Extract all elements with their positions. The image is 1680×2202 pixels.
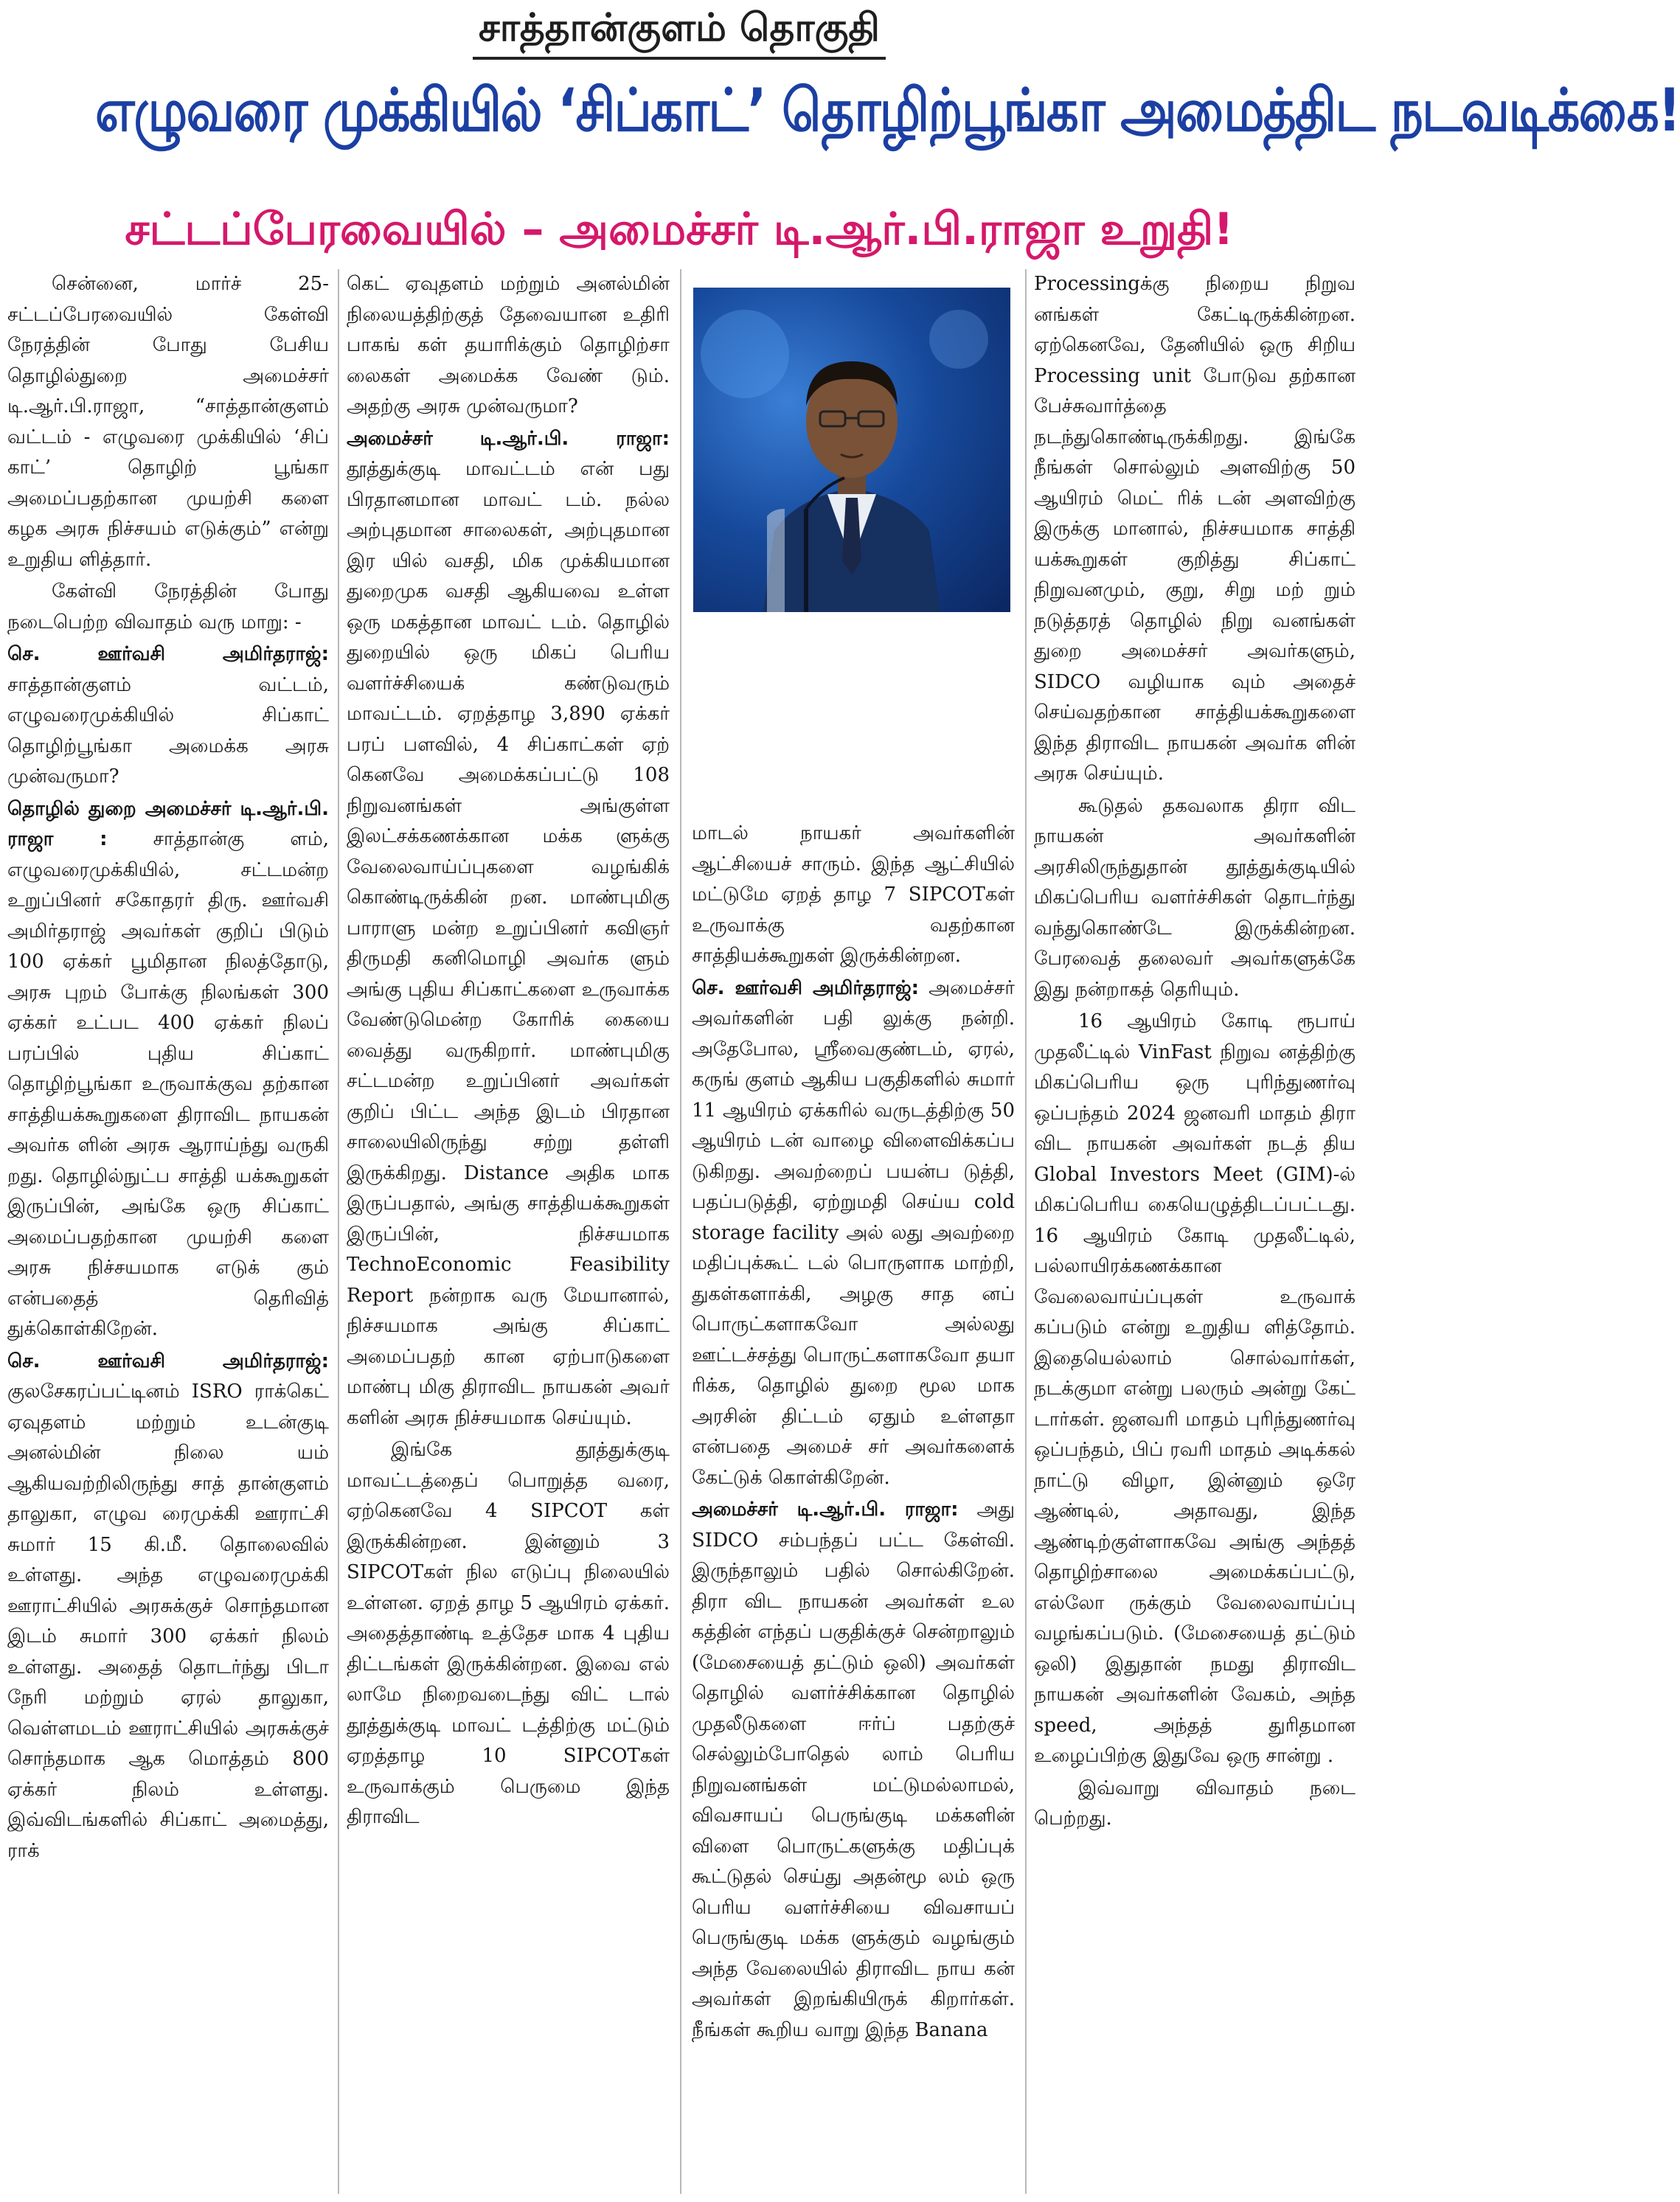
paragraph: Processingக்கு நிறைய நிறுவ னங்கள் கேட்டிருக்கின்றன. ஏற்கெனவே, தேனியில் ஒரு சிறிய Processing unit போடுவ தற்கான பேச்சுவார்த்தை நடந்துகொண்டிருக்கிறது. இங்கே நீங்கள் சொல்லும் அளவிற்கு 50 ஆயிரம் மெட் ரிக் டன் அளவிற்கு இருக்கு மானால், நிச்சயமாக சாத்தி யக்கூறுகள் குறித்து சிப்காட் நிறுவனமும், குறு, சிறு மற் றும் நடுத்தரத் தொழில் நிறு வனங்கள் துறை அமைச்சர் அவர்களும், SIDCO வழியாக வும் அதைச் செய்வதற்கான சாத்தியக்கூறுகளை இந்த திராவிட நாயகன் அவர்க ளின் அரசு செய்யும். [1034, 273, 1356, 785]
microphone-stand [804, 509, 808, 612]
paragraph: கூடுதல் தகவலாக திரா விட நாயகன் அவர்களின் அரசிலிருந்துதான் தூத்துக்குடியில் மிகப்பெரிய வளர்ச்சிகள் தொடர்ந்து வந்துகொண்டே இருக்கின்றன. பேரவைத் தலைவர் அவர்களுக்கே இது நன்றாகத் தெரியும். [1034, 794, 1356, 1001]
paragraph: சென்னை, மார்ச் 25- சட்டப்பேரவையில் கேள்வி நேரத்தின் போது பேசிய தொழில்துறை அமைச்சர் டி.ஆர்.பி.ராஜா, “சாத்தான்குளம் வட்டம் - எழுவரை முக்கியில் ‘சிப் காட்’ தொழிற் பூங்கா அமைப்பதற்கான முயற்சி களை கழக அரசு நிச்சயம் எடுக்கும்” என்று உறுதிய ளித்தார். [7, 273, 329, 571]
stage-light [701, 310, 789, 398]
paragraph [7, 639, 329, 793]
paragraph: இங்கே தூத்துக்குடி மாவட்டத்தைப் பொறுத்த வரை, ஏற்கெனவே 4 SIPCOT கள் இருக்கின்றன. இன்னும் 3 SIPCOTகள் நில எடுப்பு நிலையில் உள்ளன. ஏறத் தாழ 5 ஆயிரம் ஏக்கர். அதைத்தாண்டி உத்தேச மாக 4 புதிய திட்டங்கள் இருக்கின்றன. இவை எல் லாமே நிறைவடைந்து விட் டால் தூத்துக்குடி மாவட் டத்திற்கு மட்டும் ஏறத்தாழ 10 SIPCOTகள் உருவாக்கும் பெருமை இந்த திராவிட [347, 1439, 670, 1828]
stage-light [929, 310, 988, 369]
article-column-2 [347, 269, 670, 2194]
article-column-4 [1034, 269, 1356, 2194]
headline: எழுவரை முக்கியில் ‘சிப்காட்’ தொழிற்பூங்கா அமைத்திட நடவடிக்கை! [94, 76, 1680, 145]
article-column-1 [7, 269, 329, 2194]
column-rule [680, 269, 681, 2194]
article-column-3 [692, 819, 1015, 2194]
speaker-label: தொழில் துறை அமைச்சர் டி.ஆர்.பி. ராஜா : [7, 797, 329, 850]
speaker-label: அமைச்சர் டி.ஆர்.பி. ராஜா: [347, 427, 670, 450]
minister-photo [693, 288, 1010, 612]
speech-text: தூத்துக்குடி மாவட்டம் என் பது பிரதானமான மாவட் டம். நல்ல அற்புதமான சாலைகள், அற்புதமான இர யில் வசதி, மிக முக்கியமான துறைமுக வசதி ஆகியவை உள்ள ஒரு மகத்தான மாவட் டம். தொழில் துறையில் ஒரு மிகப் பெரிய வளர்ச்சியைக் கண்டுவரும் மாவட்டம். ஏறத்தாழ 3,890 ஏக்கர் பரப் பளவில், 4 சிப்காட்கள் ஏற் கெனவே அமைக்கப்பட்டு 108 நிறுவனங்கள் அங்குள்ள இலட்சக்கணக்கான மக்க ளுக்கு வேலைவாய்ப்புகளை வழங்கிக் கொண்டிருக்கின் றன. மாண்புமிகு பாராளு மன்ற உறுப்பினர் கவிஞர் திருமதி கனிமொழி அவர்க ளும் அங்கு புதிய சிப்காட்களை உருவாக்க வேண்டுமென்ற கோரிக் கையை வைத்து வருகிறார். மாண்புமிகு சட்டமன்ற உறுப்பினர் அவர்கள் குறிப் பிட்ட அந்த இடம் பிரதான சாலையிலிருந்து சற்று தள்ளி இருக்கிறது. Distance அதிக மாக இருப்பதால், அங்கு சாத்தியக்கூறுகள் இருப்பின், நிச்சயமாக TechnoEconomic Feasibility Report நன்றாக வரு மேயானால், நிச்சயமாக அங்கு சிப்காட் அமைப்பதற் கான ஏற்பாடுகளை மாண்பு மிகு திராவிட நாயகன் அவர் களின் அரசு நிச்சயமாக செய்யும். [347, 458, 670, 1429]
paragraph: மாடல் நாயகர் அவர்களின் ஆட்சியைச் சாரும். இந்த ஆட்சியில் மட்டுமே ஏறத் தாழ 7 SIPCOTகள் உருவாக்கு வதற்கான சாத்தியக்கூறுகள் இருக்கின்றன. [692, 822, 1015, 967]
paragraph: 16 ஆயிரம் கோடி ரூபாய் முதலீட்டில் VinFast நிறுவ னத்திற்கு மிகப்பெரிய ஒரு புரிந்துணர்வு ஒப்பந்தம் 2024 ஜனவரி மாதம் திரா விட நாயகன் அவர்கள் நடத் திய Global Investors Meet (GIM)-ல் மிகப்பெரிய கையெழுத்திடப்பட்டது. 16 ஆயிரம் கோடி முதலீட்டில், பல்லாயிரக்கணக்கான வேலைவாய்ப்புகள் உருவாக் கப்படும் என்று உறுதிய ளித்தோம். இதையெல்லாம் சொல்வார்கள், நடக்குமா என்று பலரும் அன்று கேட் டார்கள். ஜனவரி மாதம் புரிந்துணர்வு ஒப்பந்தம், பிப் ரவரி மாதம் அடிக்கல் நாட்டு விழா, இன்னும் ஒரே ஆண்டில், அதாவது, இந்த ஆண்டிற்குள்ளாகவே அங்கு அந்தத் தொழிற்சாலை அமைக்கப்பட்டு, எல்லோ ருக்கும் வேலைவாய்ப்பு வழங்கப்படும். (மேசையைத் தட்டும் ஒலி) இதுதான் நமது திராவிட நாயகன் அவர்களின் வேகம், அந்த speed, அந்தத் துரிதமான உழைப்பிற்கு இதுவே ஒரு சான்று . [1034, 1010, 1356, 1767]
speech-text: குலசேகரப்பட்டினம் ISRO ராக்கெட் ஏவுதளம் மற்றும் உடன்குடி அனல்மின் நிலை யம் ஆகியவற்றிலிருந்து சாத் தான்குளம் தாலுகா, எழுவ ரைமுக்கி ஊராட்சி சுமார் 15 கி.மீ. தொலைவில் உள்ளது. அந்த எழுவரைமுக்கி ஊராட்சியில் அரசுக்குச் சொந்தமான இடம் சுமார் 300 ஏக்கர் நிலம் உள்ளது. அதைத் தொடர்ந்து பிடா நேரி மற்றும் ஏரல் தாலுகா, வெள்ளமடம் ஊராட்சியில் அரசுக்குச் சொந்தமாக ஆக மொத்தம் 800 ஏக்கர் நிலம் உள்ளது. இவ்விடங்களில் சிப்காட் அமைத்து, ராக் [7, 1380, 329, 1862]
speech-text: சாத்தான்குளம் வட்டம், எழுவரைமுக்கியில் சிப்காட் தொழிற்பூங்கா அமைக்க அரசு முன்வருமா? [7, 673, 329, 788]
paragraph [347, 424, 670, 1434]
speech-text: அமைச்சர் அவர்களின் பதி லுக்கு நன்றி. அதேபோல, ஸ்ரீவைகுண்டம், ஏரல், கருங் குளம் ஆகிய பகுதிகளில் சுமார் 11 ஆயிரம் ஏக்கரில் வருடத்திற்கு 50 ஆயிரம் டன் வாழை விளைவிக்கப்ப டுகிறது. அவற்றைப் பயன்ப டுத்தி, பதப்படுத்தி, ஏற்றுமதி செய்ய cold storage facility அல் லது அவற்றை மதிப்புக்கூட் டல் பொருளாக மாற்றி, துகள்களாக்கி, அழகு சாத னப் பொருட்களாகவோ அல்லது ஊட்டச்சத்து பொருட்களாகவோ தயா ரிக்க, தொழில் துறை மூல மாக அரசின் திட்டம் ஏதும் உள்ளதா என்பதை அமைச் சர் அவர்களைக் கேட்டுக் கொள்கிறேன். [692, 976, 1016, 1489]
subheadline: சட்டப்பேரவையில் – அமைச்சர் டி.ஆர்.பி.ராஜா உறுதி! [125, 204, 1234, 255]
paragraph [692, 973, 1015, 1494]
paragraph: கேள்வி நேரத்தின் போது நடைபெற்ற விவாதம் வரு மாறு: - [7, 580, 329, 633]
column-rule [1025, 269, 1027, 2194]
speech-text: அது SIDCO சம்பந்தப் பட்ட கேள்வி. இருந்தாலும் பதில் சொல்கிறேன். திரா விட நாயகன் அவர்கள் உல கத்தின் எந்தப் பகுதிக்குச் சென்றாலும் (மேசையைத் தட்டும் ஒலி) அவர்கள் தொழில் வளர்ச்சிக்கான தொழில் முதலீடுகளை ஈர்ப் பதற்குச் செல்லும்போதெல் லாம் பெரிய நிறுவனங்கள் மட்டுமல்லாமல், விவசாயப் பெருங்குடி மக்களின் விளை பொருட்களுக்கு மதிப்புக் கூட்டுதல் செய்து அதன்மூ லம் ஒரு பெரிய வளர்ச்சியை விவசாயப் பெருங்குடி மக்க ளுக்கும் வழங்கும் அந்த வேலையில் திராவிட நாய கன் அவர்கள் இறங்கியிருக் கிறார்கள். நீங்கள் கூறிய வாறு இந்த Banana [692, 1498, 1015, 2041]
paragraph: இவ்வாறு விவாதம் நடை பெற்றது. [1034, 1776, 1356, 1830]
minister-photo-illustration [693, 288, 1010, 612]
paragraph: கெட் ஏவுதளம் மற்றும் அனல்மின் நிலையத்திற்குத் தேவையான உதிரி பாகங் கள் தயாரிக்கும் தொழிற்சா லைகள் அமைக்க வேண் டும். அதற்கு அரசு முன்வருமா? [347, 273, 670, 417]
paragraph [692, 1495, 1015, 2046]
kicker-text: சாத்தான்குளம் தொகுதி [473, 6, 886, 60]
lanyard [767, 509, 785, 612]
speaker-label: செ. ஊர்வசி அமிர்தராஜ்: [7, 643, 329, 665]
paragraph [7, 794, 329, 1345]
speaker-label: செ. ஊர்வசி அமிர்தராஜ்: [692, 976, 920, 999]
section-kicker [0, 6, 1358, 60]
speaker-label: செ. ஊர்வசி அமிர்தராஜ்: [7, 1350, 329, 1372]
speech-text: சாத்தான்கு ளம், எழுவரைமுக்கியில், சட்டமன்ற உறுப்பினர் சகோதரர் திரு. ஊர்வசி அமிர்தராஜ் அவர்கள் குறிப் பிடும் 100 ஏக்கர் பூமிதான நிலத்தோடு, அரசு புறம் போக்கு நிலங்கள் 300 ஏக்கர் உட்பட 400 ஏக்கர் நிலப் பரப்பில் புதிய சிப்காட் தொழிற்பூங்கா உருவாக்குவ தற்கான சாத்தியக்கூறுகளை திராவிட நாயகன் அவர்க ளின் அரசு ஆராய்ந்து வருகி றது. தொழில்நுட்ப சாத்தி யக்கூறுகள் இருப்பின், அங்கே ஒரு சிப்காட் அமைப்பதற்கான முயற்சி களை அரசு நிச்சயமாக எடுக் கும் என்பதைத் தெரிவித் துக்கொள்கிறேன். [7, 828, 329, 1340]
paragraph [7, 1347, 329, 1867]
speaker-label: அமைச்சர் டி.ஆர்.பி. ராஜா: [692, 1498, 959, 1521]
column-rule [338, 269, 339, 2194]
